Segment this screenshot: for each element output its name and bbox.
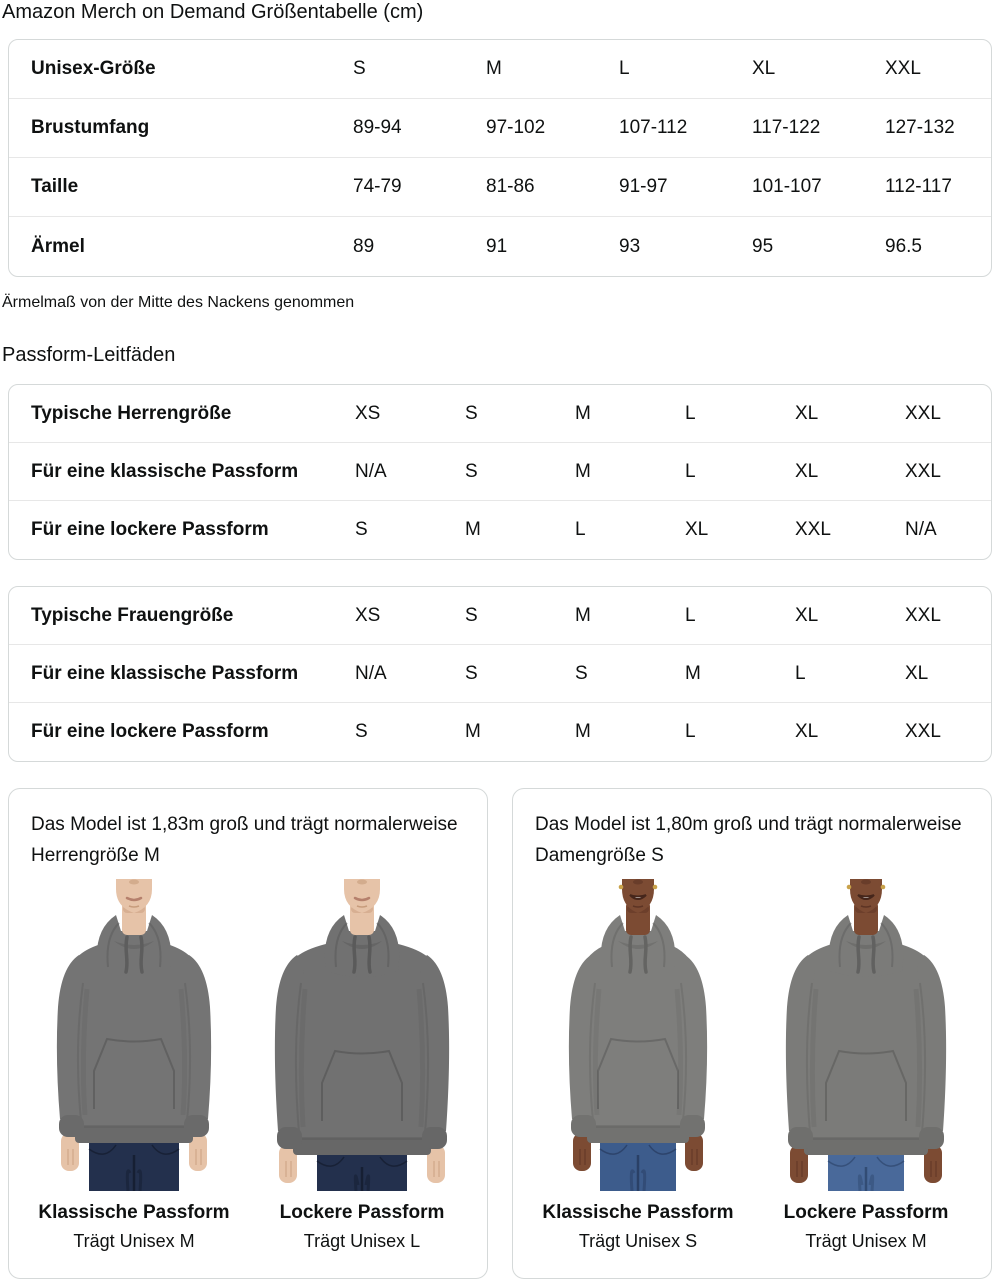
size-cell: XL bbox=[795, 721, 819, 742]
row-label: Für eine klassische Passform bbox=[31, 460, 299, 482]
photo-row bbox=[513, 879, 991, 1252]
size-cell: N/A bbox=[355, 460, 387, 482]
size-cell: XL bbox=[795, 402, 819, 424]
size-cell: 89-94 bbox=[353, 117, 402, 138]
size-cell: XL bbox=[685, 519, 709, 540]
size-cell: S bbox=[465, 604, 478, 626]
size-cell: M bbox=[575, 460, 591, 482]
size-worn-label: Trägt Unisex S bbox=[578, 1231, 698, 1251]
photo-column bbox=[27, 879, 241, 1252]
size-cell: 93 bbox=[619, 235, 641, 257]
hoodie-model-illustration bbox=[759, 879, 973, 1191]
size-cell: M bbox=[465, 519, 481, 540]
size-cell: S bbox=[465, 402, 478, 424]
size-cell: L bbox=[685, 604, 696, 626]
row-label: Für eine klassische Passform bbox=[31, 662, 299, 684]
size-cell: L bbox=[795, 662, 806, 684]
size-worn-label: Trägt Unisex M bbox=[805, 1231, 927, 1251]
size-worn-label: Trägt Unisex M bbox=[73, 1231, 195, 1251]
size-cell: 89 bbox=[353, 235, 375, 257]
mens-fit-table bbox=[8, 384, 992, 560]
hoodie-model-illustration bbox=[27, 879, 241, 1191]
page-title: Amazon Merch on Demand Größentabelle (cm) bbox=[2, 1, 424, 23]
table-row bbox=[9, 587, 991, 645]
hoodie-model-illustration bbox=[531, 879, 745, 1191]
model-photo bbox=[531, 879, 745, 1191]
size-cell: XXL bbox=[905, 460, 941, 482]
size-cell: XXL bbox=[795, 519, 831, 540]
row-label: Für eine lockere Passform bbox=[31, 721, 269, 742]
size-cell: L bbox=[685, 402, 696, 424]
table-row bbox=[9, 703, 991, 761]
size-cell: S bbox=[575, 662, 588, 684]
size-cell: XS bbox=[355, 402, 381, 424]
size-cell: XXL bbox=[905, 721, 941, 742]
size-cell: N/A bbox=[905, 519, 937, 540]
row-label: Unisex-Größe bbox=[31, 58, 156, 79]
size-cell: L bbox=[575, 519, 586, 540]
size-cell: XXL bbox=[885, 58, 921, 79]
size-cell: XXL bbox=[905, 604, 941, 626]
row-label: Taille bbox=[31, 176, 79, 197]
model-photo bbox=[759, 879, 973, 1191]
size-cell: S bbox=[465, 662, 478, 684]
table-row bbox=[9, 385, 991, 443]
size-worn-label: Trägt Unisex L bbox=[303, 1231, 421, 1251]
size-cell: XL bbox=[795, 460, 819, 482]
row-label: Typische Herrengröße bbox=[31, 402, 232, 424]
row-label: Brustumfang bbox=[31, 117, 150, 138]
size-cell: S bbox=[355, 721, 368, 742]
size-cell: 74-79 bbox=[353, 176, 402, 197]
size-cell: XL bbox=[752, 58, 776, 79]
size-cell: 97-102 bbox=[486, 117, 546, 138]
model-photo bbox=[27, 879, 241, 1191]
size-cell: L bbox=[685, 721, 696, 742]
table-row bbox=[9, 645, 991, 703]
model-card bbox=[8, 788, 488, 1279]
size-cell: XXL bbox=[905, 402, 941, 424]
model-cards bbox=[8, 788, 992, 1279]
photo-column bbox=[531, 879, 745, 1252]
row-label: Für eine lockere Passform bbox=[31, 519, 269, 540]
table-row bbox=[9, 443, 991, 501]
row-label: Typische Frauengröße bbox=[31, 604, 234, 626]
photo-column bbox=[255, 879, 469, 1252]
hoodie-model-illustration bbox=[255, 879, 469, 1191]
photo-column bbox=[759, 879, 973, 1252]
size-cell: 91-97 bbox=[619, 176, 668, 197]
size-cell: L bbox=[619, 58, 630, 79]
size-cell: L bbox=[685, 460, 696, 482]
size-cell: 95 bbox=[752, 235, 774, 257]
size-cell: 127-132 bbox=[885, 117, 955, 138]
size-cell: S bbox=[355, 519, 368, 540]
size-cell: M bbox=[575, 721, 591, 742]
size-cell: XL bbox=[905, 662, 929, 684]
size-cell: M bbox=[685, 662, 701, 684]
row-label: Ärmel bbox=[31, 235, 85, 257]
size-cell: 96.5 bbox=[885, 235, 922, 257]
sleeve-note: Ärmelmaß von der Mitte des Nackens genommen bbox=[2, 294, 355, 311]
fit-label: Klassische Passform bbox=[542, 1202, 734, 1223]
size-cell: 81-86 bbox=[486, 176, 535, 197]
womens-fit-table bbox=[8, 586, 992, 762]
table-row bbox=[9, 217, 991, 276]
size-cell: M bbox=[575, 604, 591, 626]
model-description: Das Model ist 1,83m groß und trägt normalerweise Herrengröße M bbox=[31, 814, 458, 866]
table-row bbox=[9, 40, 991, 99]
photo-row bbox=[9, 879, 487, 1252]
size-cell: M bbox=[465, 721, 481, 742]
fit-label: Lockere Passform bbox=[783, 1202, 949, 1223]
size-cell: 91 bbox=[486, 235, 508, 257]
size-cell: 117-122 bbox=[752, 117, 821, 138]
unisex-size-table bbox=[8, 39, 992, 277]
table-row bbox=[9, 501, 991, 559]
model-photo bbox=[255, 879, 469, 1191]
size-cell: S bbox=[465, 460, 478, 482]
size-cell: XL bbox=[795, 604, 819, 626]
fit-guides-heading: Passform-Leitfäden bbox=[2, 344, 176, 366]
model-card bbox=[512, 788, 992, 1279]
size-cell: S bbox=[353, 58, 366, 79]
fit-label: Klassische Passform bbox=[38, 1202, 230, 1223]
size-cell: 112-117 bbox=[885, 176, 952, 197]
fit-label: Lockere Passform bbox=[279, 1202, 445, 1223]
size-cell: 101-107 bbox=[752, 176, 822, 197]
model-description: Das Model ist 1,80m groß und trägt normalerweise Damengröße S bbox=[535, 814, 962, 866]
size-cell: M bbox=[486, 58, 502, 79]
table-row bbox=[9, 158, 991, 217]
size-cell: XS bbox=[355, 604, 381, 626]
table-row bbox=[9, 99, 991, 158]
size-cell: N/A bbox=[355, 662, 387, 684]
size-cell: 107-112 bbox=[619, 117, 688, 138]
size-cell: M bbox=[575, 402, 591, 424]
